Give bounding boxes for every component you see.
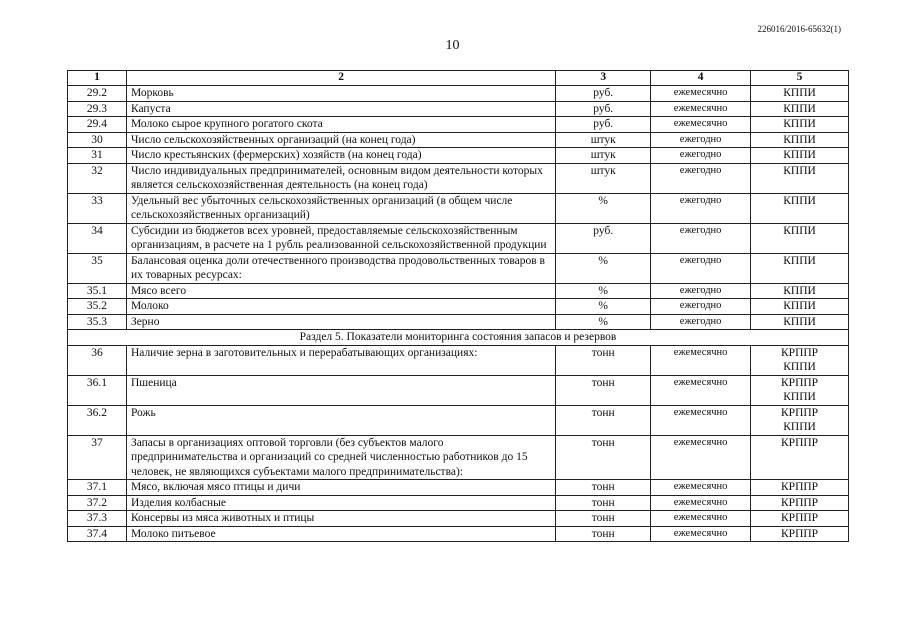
indicator-name-text: Балансовая оценка доли отечественного производства продовольственных товаров в их товарных ресурсах: <box>130 254 545 281</box>
table-row <box>68 299 849 315</box>
row-number <box>68 495 127 511</box>
unit <box>556 405 651 435</box>
indicator-name <box>126 405 555 435</box>
document-id: 226016/2016-65632(1) <box>757 24 841 34</box>
table-header-row <box>68 71 849 86</box>
table-row <box>68 511 849 527</box>
source-text: КППИ <box>783 315 816 328</box>
periodicity-text: ежемесячно <box>673 406 728 418</box>
row-number <box>68 101 127 117</box>
periodicity <box>651 101 751 117</box>
source-text: КППИ <box>783 224 816 237</box>
unit-text: руб. <box>593 102 614 115</box>
source-text: КППИ <box>783 87 816 99</box>
unit <box>556 117 651 133</box>
unit-text: штук <box>590 164 616 177</box>
row-number-text: 35 <box>91 254 103 267</box>
source <box>751 299 849 315</box>
row-number-text: 37.2 <box>86 496 108 509</box>
indicator-name <box>126 163 555 193</box>
indicator-name-text: Число крестьянских (фермерских) хозяйств (на конец года) <box>130 149 422 161</box>
unit-text: % <box>598 315 609 328</box>
indicator-name-text: Число индивидуальных предпринимателей, основным видом деятельности которых является сельскохозяйственная деятельность (на конец года) <box>130 164 543 191</box>
indicator-name <box>126 253 555 283</box>
row-number <box>68 117 127 133</box>
periodicity <box>651 283 751 299</box>
indicator-name-text: Наличие зерна в заготовительных и перерабатывающих организациях: <box>130 346 478 359</box>
periodicity <box>651 253 751 283</box>
source <box>751 283 849 299</box>
unit-text: % <box>598 284 609 297</box>
table-row <box>68 345 849 375</box>
source <box>751 253 849 283</box>
periodicity <box>651 117 751 133</box>
indicator-name <box>126 148 555 164</box>
indicator-name <box>126 495 555 511</box>
unit-text: тонн <box>591 496 615 509</box>
indicator-name-text: Консервы из мяса животных и птицы <box>130 512 315 524</box>
unit <box>556 480 651 496</box>
periodicity-text: ежемесячно <box>673 527 728 539</box>
periodicity-text: ежемесячно <box>673 87 728 98</box>
source-secondary-text: КППИ <box>783 361 816 373</box>
unit-text: % <box>598 254 609 267</box>
unit-text: тонн <box>591 481 615 493</box>
source-secondary-text: КППИ <box>783 421 816 433</box>
indicator-name-text: Мясо, включая мясо птицы и дичи <box>130 481 301 493</box>
unit-text: тонн <box>591 346 615 359</box>
row-number <box>68 223 127 253</box>
source-text: КППИ <box>783 254 816 267</box>
row-number <box>68 435 127 480</box>
source-text: КРППР <box>781 346 819 359</box>
unit <box>556 193 651 223</box>
unit <box>556 435 651 480</box>
unit <box>556 495 651 511</box>
indicator-name-text: Изделия колбасные <box>130 496 226 509</box>
table-body-section-5 <box>68 345 849 542</box>
indicator-name-text: Мясо всего <box>130 284 187 297</box>
row-number-text: 29.2 <box>86 87 108 99</box>
indicator-name <box>126 117 555 133</box>
row-number <box>68 299 127 315</box>
row-number <box>68 86 127 102</box>
periodicity <box>651 405 751 435</box>
row-number <box>68 375 127 405</box>
periodicity-text: ежемесячно <box>673 346 728 358</box>
unit <box>556 526 651 542</box>
indicator-name <box>126 526 555 542</box>
source <box>751 405 849 435</box>
row-number-text: 36.2 <box>86 406 108 419</box>
section-title: Раздел 5. Показатели мониторинга состояния запасов и резервов <box>68 330 849 346</box>
periodicity <box>651 511 751 527</box>
unit-text: % <box>598 300 609 312</box>
periodicity-text: ежемесячно <box>673 496 728 508</box>
unit-text: тонн <box>591 527 615 540</box>
source <box>751 223 849 253</box>
table-row <box>68 101 849 117</box>
unit <box>556 132 651 148</box>
table-row <box>68 193 849 223</box>
periodicity <box>651 526 751 542</box>
row-number-text: 33 <box>91 194 103 207</box>
row-number <box>68 148 127 164</box>
source <box>751 480 849 496</box>
periodicity-text: ежемесячно <box>673 512 728 523</box>
source-text: КППИ <box>783 133 816 146</box>
periodicity-text: ежемесячно <box>673 376 728 388</box>
row-number <box>68 480 127 496</box>
indicator-name-text: Пшеница <box>130 376 177 389</box>
source-text: КППИ <box>783 118 816 130</box>
periodicity <box>651 495 751 511</box>
unit-text: тонн <box>591 512 615 524</box>
source <box>751 511 849 527</box>
periodicity-text: ежегодно <box>679 149 722 160</box>
periodicity-text: ежемесячно <box>673 118 728 129</box>
periodicity-text: ежемесячно <box>673 102 728 114</box>
source-secondary-text: КППИ <box>783 391 816 403</box>
column-header-4: 4 <box>651 71 751 86</box>
source <box>751 435 849 480</box>
source <box>751 117 849 133</box>
unit <box>556 345 651 375</box>
periodicity-text: ежегодно <box>679 254 722 266</box>
source-text: КРППР <box>781 481 819 493</box>
source <box>751 193 849 223</box>
periodicity <box>651 86 751 102</box>
periodicity-text: ежегодно <box>679 284 722 296</box>
page-number: 10 <box>445 38 460 53</box>
row-number-text: 35.3 <box>86 315 108 328</box>
indicator-name-text: Рожь <box>130 406 156 419</box>
indicator-name <box>126 86 555 102</box>
indicator-name <box>126 435 555 480</box>
periodicity-text: ежемесячно <box>673 436 728 448</box>
source-text: КППИ <box>783 102 816 115</box>
indicator-name-text: Молоко питьевое <box>130 527 216 540</box>
indicator-name <box>126 101 555 117</box>
periodicity <box>651 375 751 405</box>
table-row <box>68 480 849 496</box>
row-number <box>68 283 127 299</box>
periodicity <box>651 480 751 496</box>
row-number-text: 35.2 <box>86 300 108 312</box>
row-number-text: 29.4 <box>86 118 108 130</box>
indicator-name-text: Морковь <box>130 87 174 99</box>
row-number <box>68 511 127 527</box>
source <box>751 86 849 102</box>
unit <box>556 223 651 253</box>
indicator-name <box>126 132 555 148</box>
periodicity <box>651 299 751 315</box>
source-text: КППИ <box>783 194 816 207</box>
unit-text: руб. <box>593 224 614 237</box>
indicator-name <box>126 345 555 375</box>
table-row <box>68 163 849 193</box>
row-number-text: 36.1 <box>86 376 108 389</box>
table-row <box>68 435 849 480</box>
row-number-text: 35.1 <box>86 284 108 297</box>
indicator-name-text: Удельный вес убыточных сельскохозяйственных организаций (в общем числе сельскохозяйственных организаций) <box>130 194 513 221</box>
unit-text: % <box>598 194 609 207</box>
row-number <box>68 526 127 542</box>
row-number <box>68 405 127 435</box>
source <box>751 375 849 405</box>
periodicity <box>651 193 751 223</box>
table-row <box>68 253 849 283</box>
section-row <box>68 330 849 346</box>
source <box>751 101 849 117</box>
indicator-name <box>126 511 555 527</box>
row-number-text: 37.1 <box>86 481 108 493</box>
source <box>751 526 849 542</box>
unit <box>556 511 651 527</box>
unit <box>556 148 651 164</box>
unit <box>556 299 651 315</box>
table-row <box>68 132 849 148</box>
indicator-name <box>126 480 555 496</box>
table-row <box>68 375 849 405</box>
source <box>751 132 849 148</box>
periodicity-text: ежемесячно <box>673 481 728 492</box>
row-number <box>68 345 127 375</box>
indicator-name <box>126 223 555 253</box>
indicator-name-text: Зерно <box>130 315 160 328</box>
periodicity <box>651 345 751 375</box>
indicator-name <box>126 299 555 315</box>
unit <box>556 253 651 283</box>
indicator-name-text: Число сельскохозяйственных организаций (на конец года) <box>130 133 416 146</box>
indicators-table <box>67 70 849 542</box>
table-row <box>68 314 849 330</box>
source-text: КРППР <box>781 496 819 509</box>
unit-text: тонн <box>591 376 615 389</box>
table-row <box>68 526 849 542</box>
source-text: КППИ <box>783 149 816 161</box>
table-body-section-title <box>68 330 849 346</box>
row-number-text: 36 <box>91 346 103 359</box>
indicator-name <box>126 193 555 223</box>
row-number-text: 34 <box>91 224 103 237</box>
column-header-2: 2 <box>126 71 555 86</box>
table-row <box>68 117 849 133</box>
row-number <box>68 193 127 223</box>
unit-text: тонн <box>591 436 615 449</box>
unit <box>556 163 651 193</box>
source-text: КППИ <box>783 164 816 177</box>
periodicity <box>651 132 751 148</box>
source <box>751 345 849 375</box>
table-row <box>68 223 849 253</box>
row-number <box>68 163 127 193</box>
indicator-name-text: Молоко сырое крупного рогатого скота <box>130 118 323 130</box>
periodicity-text: ежегодно <box>679 133 722 145</box>
column-header-5: 5 <box>751 71 849 86</box>
unit <box>556 101 651 117</box>
source-text: КППИ <box>783 284 816 297</box>
row-number-text: 37.4 <box>86 527 108 540</box>
periodicity <box>651 148 751 164</box>
row-number <box>68 253 127 283</box>
indicator-name-text: Субсидии из бюджетов всех уровней, предоставляемые сельскохозяйственным организациям, в расчете на 1 рубль реализованной сельскохозяйственной продукции <box>130 224 547 251</box>
source-text: КППИ <box>783 300 816 312</box>
source-text: КРППР <box>781 436 819 449</box>
unit-text: руб. <box>593 118 614 130</box>
table-row <box>68 405 849 435</box>
table-row <box>68 148 849 164</box>
indicator-name <box>126 314 555 330</box>
periodicity-text: ежегодно <box>679 164 722 176</box>
source <box>751 495 849 511</box>
table-row <box>68 495 849 511</box>
periodicity-text: ежегодно <box>679 315 722 327</box>
indicator-name-text: Молоко <box>130 300 169 312</box>
row-number-text: 31 <box>91 149 103 161</box>
row-number-text: 37 <box>91 436 103 449</box>
table-row <box>68 86 849 102</box>
table-row <box>68 283 849 299</box>
source <box>751 314 849 330</box>
row-number <box>68 132 127 148</box>
unit-text: штук <box>590 133 616 146</box>
row-number-text: 30 <box>91 133 103 146</box>
source <box>751 163 849 193</box>
indicator-name <box>126 375 555 405</box>
source <box>751 148 849 164</box>
periodicity-text: ежегодно <box>679 300 722 311</box>
row-number-text: 32 <box>91 164 103 177</box>
column-header-1: 1 <box>68 71 127 86</box>
periodicity-text: ежегодно <box>679 224 722 236</box>
unit-text: руб. <box>593 87 614 99</box>
table-body-section-4 <box>68 86 849 330</box>
unit <box>556 86 651 102</box>
source-text: КРППР <box>781 376 819 389</box>
unit <box>556 375 651 405</box>
source-text: КРППР <box>781 512 819 524</box>
unit-text: штук <box>590 149 616 161</box>
unit-text: тонн <box>591 406 615 419</box>
indicator-name-text: Капуста <box>130 102 171 115</box>
unit <box>556 283 651 299</box>
source-text: КРППР <box>781 527 819 540</box>
indicator-name <box>126 283 555 299</box>
row-number <box>68 314 127 330</box>
source-text: КРППР <box>781 406 819 419</box>
unit <box>556 314 651 330</box>
row-number-text: 29.3 <box>86 102 108 115</box>
periodicity <box>651 223 751 253</box>
row-number-text: 37.3 <box>86 512 108 524</box>
periodicity <box>651 163 751 193</box>
indicator-name-text: Запасы в организациях оптовой торговли (без субъектов малого предпринимательства и организаций со средней численностью работников до 15 человек, не являющихся субъектами малого предпринимательства): <box>130 436 528 478</box>
periodicity <box>651 314 751 330</box>
column-header-3: 3 <box>556 71 651 86</box>
periodicity-text: ежегодно <box>679 194 722 206</box>
periodicity <box>651 435 751 480</box>
